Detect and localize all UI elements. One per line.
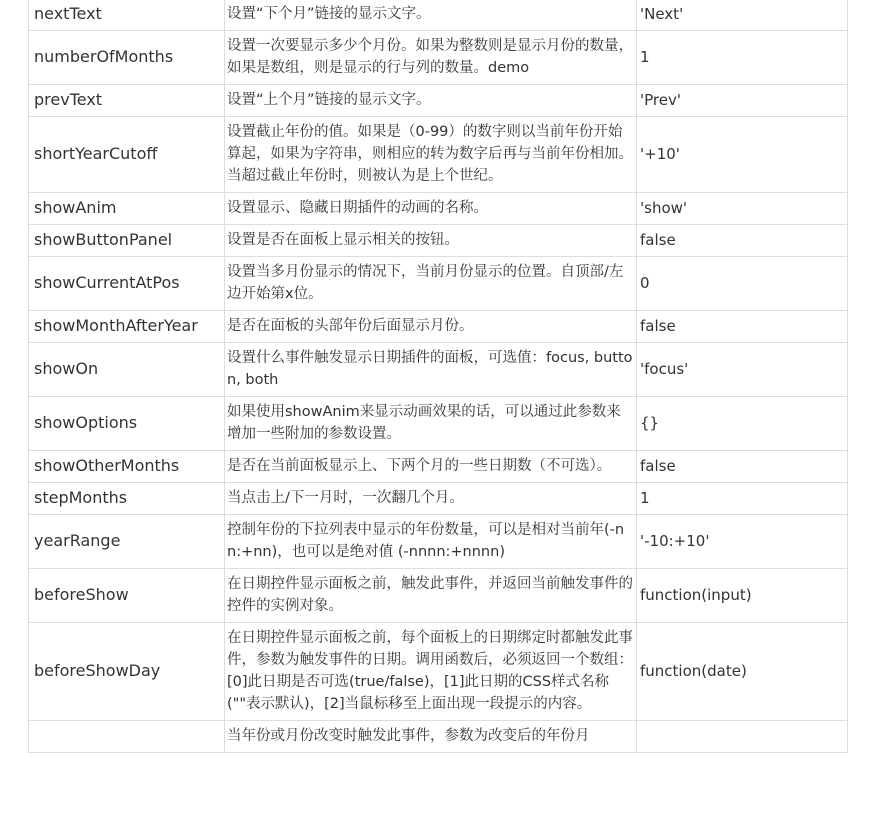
option-description: 如果使用showAnim来显示动画效果的话，可以通过此参数来增加一些附加的参数设置。 — [225, 397, 637, 451]
option-description: 是否在面板的头部年份后面显示月份。 — [225, 311, 637, 343]
option-description: 设置显示、隐藏日期插件的动画的名称。 — [225, 193, 637, 225]
table-row — [29, 451, 848, 483]
option-description: 在日期控件显示面板之前，触发此事件，并返回当前触发事件的控件的实例对象。 — [225, 569, 637, 623]
table-row — [29, 483, 848, 515]
option-name: showOn — [29, 343, 225, 397]
option-name: showButtonPanel — [29, 225, 225, 257]
option-name: prevText — [29, 85, 225, 117]
option-default: 'Next' — [637, 0, 848, 31]
table-row — [29, 515, 848, 569]
table-row — [29, 117, 848, 193]
option-default: {} — [637, 397, 848, 451]
table-row — [29, 0, 848, 31]
option-default: function(input) — [637, 569, 848, 623]
option-name: showMonthAfterYear — [29, 311, 225, 343]
table-row — [29, 343, 848, 397]
option-name: yearRange — [29, 515, 225, 569]
option-description: 设置什么事件触发显示日期插件的面板，可选值：focus, button, both — [225, 343, 637, 397]
option-default: '+10' — [637, 117, 848, 193]
option-description: 在日期控件显示面板之前，每个面板上的日期绑定时都触发此事件，参数为触发事件的日期。调用函数后，必须返回一个数组：[0]此日期是否可选(true/false)，[1]此日期的CSS样式名称(""表示默认)，[2]当鼠标移至上面出现一段提示的内容。 — [225, 623, 637, 721]
table-row — [29, 225, 848, 257]
option-name: shortYearCutoff — [29, 117, 225, 193]
option-default: false — [637, 451, 848, 483]
option-default: '-10:+10' — [637, 515, 848, 569]
option-description: 设置“上个月”链接的显示文字。 — [225, 85, 637, 117]
option-name: beforeShowDay — [29, 623, 225, 721]
table-row — [29, 31, 848, 85]
option-default: function(date) — [637, 623, 848, 721]
table-row — [29, 569, 848, 623]
option-default: false — [637, 311, 848, 343]
option-description: 控制年份的下拉列表中显示的年份数量，可以是相对当前年(-nn:+nn)，也可以是绝对值 (-nnnn:+nnnn) — [225, 515, 637, 569]
option-description: 当点击上/下一月时，一次翻几个月。 — [225, 483, 637, 515]
options-table-body — [29, 0, 848, 753]
option-default: 'show' — [637, 193, 848, 225]
option-name: showOtherMonths — [29, 451, 225, 483]
option-name: showAnim — [29, 193, 225, 225]
option-description: 是否在当前面板显示上、下两个月的一些日期数（不可选）。 — [225, 451, 637, 483]
option-description: 设置当多月份显示的情况下，当前月份显示的位置。自顶部/左边开始第x位。 — [225, 257, 637, 311]
table-row — [29, 623, 848, 721]
table-row — [29, 193, 848, 225]
option-default: 1 — [637, 483, 848, 515]
table-row — [29, 257, 848, 311]
option-default: 0 — [637, 257, 848, 311]
option-name — [29, 721, 225, 753]
options-table — [28, 0, 848, 753]
option-name: showCurrentAtPos — [29, 257, 225, 311]
option-name: beforeShow — [29, 569, 225, 623]
table-row — [29, 85, 848, 117]
option-name: stepMonths — [29, 483, 225, 515]
option-default: 1 — [637, 31, 848, 85]
option-default: 'focus' — [637, 343, 848, 397]
option-description: 设置是否在面板上显示相关的按钮。 — [225, 225, 637, 257]
option-name: showOptions — [29, 397, 225, 451]
option-description: 设置截止年份的值。如果是（0-99）的数字则以当前年份开始算起，如果为字符串，则相应的转为数字后再与当前年份相加。当超过截止年份时，则被认为是上个世纪。 — [225, 117, 637, 193]
option-default: 'Prev' — [637, 85, 848, 117]
table-row — [29, 397, 848, 451]
option-name: numberOfMonths — [29, 31, 225, 85]
table-row — [29, 721, 848, 753]
option-name: nextText — [29, 0, 225, 31]
option-default — [637, 721, 848, 753]
option-description: 设置“下个月”链接的显示文字。 — [225, 0, 637, 31]
option-description: 当年份或月份改变时触发此事件，参数为改变后的年份月 — [225, 721, 637, 753]
option-default: false — [637, 225, 848, 257]
option-description: 设置一次要显示多少个月份。如果为整数则是显示月份的数量，如果是数组，则是显示的行与列的数量。demo — [225, 31, 637, 85]
table-row — [29, 311, 848, 343]
